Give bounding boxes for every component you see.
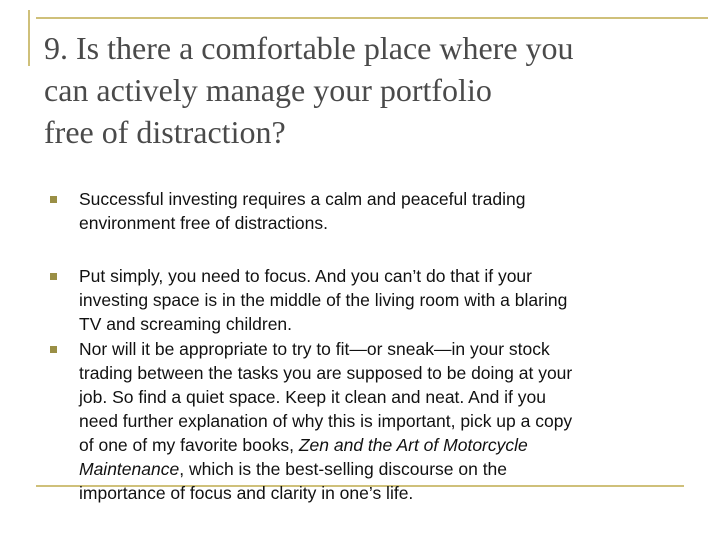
bullet-text bbox=[79, 187, 699, 235]
title-line: can actively manage your portfolio bbox=[44, 72, 492, 108]
title-line: free of distraction? bbox=[44, 114, 286, 150]
book-title: Maintenance bbox=[79, 459, 180, 479]
bullet-line: Nor will it be appropriate to try to fit—or sneak—in your stock bbox=[79, 339, 550, 359]
bullet-line: job. So find a quiet space. Keep it clean and neat. And if you bbox=[79, 387, 546, 407]
bullet-line: importance of focus and clarity in one’s life. bbox=[79, 483, 414, 503]
bullet-line: need further explanation of why this is important, pick up a copy bbox=[79, 411, 573, 431]
bullet-text bbox=[79, 264, 699, 336]
bullet-line: environment free of distractions. bbox=[79, 213, 329, 233]
bullet-line-tail: , which is the best-selling discourse on the bbox=[179, 459, 508, 479]
bullet-line: investing space is in the middle of the living room with a blaring bbox=[79, 290, 568, 310]
bullet-line: Put simply, you need to focus. And you can’t do that if your bbox=[79, 266, 532, 286]
bullet-line: Successful investing requires a calm and peaceful trading bbox=[79, 189, 526, 209]
square-bullet-icon bbox=[50, 196, 57, 203]
bullet-line: trading between the tasks you are supposed to be doing at your bbox=[79, 363, 573, 383]
bullet-line: TV and screaming children. bbox=[79, 314, 293, 334]
bullet-line-lead: of one of my favorite books, bbox=[79, 435, 299, 455]
bullet-line-with-title bbox=[79, 457, 699, 481]
square-bullet-icon bbox=[50, 273, 57, 280]
slide-title bbox=[44, 27, 694, 153]
bullet-line-with-title bbox=[79, 433, 699, 457]
top-rule bbox=[36, 17, 708, 19]
bullet-text bbox=[79, 337, 699, 505]
square-bullet-icon bbox=[50, 346, 57, 353]
title-line: 9. Is there a comfortable place where you bbox=[44, 30, 574, 66]
left-rule bbox=[28, 10, 30, 66]
book-title: Zen and the Art of Motorcycle bbox=[298, 435, 528, 455]
